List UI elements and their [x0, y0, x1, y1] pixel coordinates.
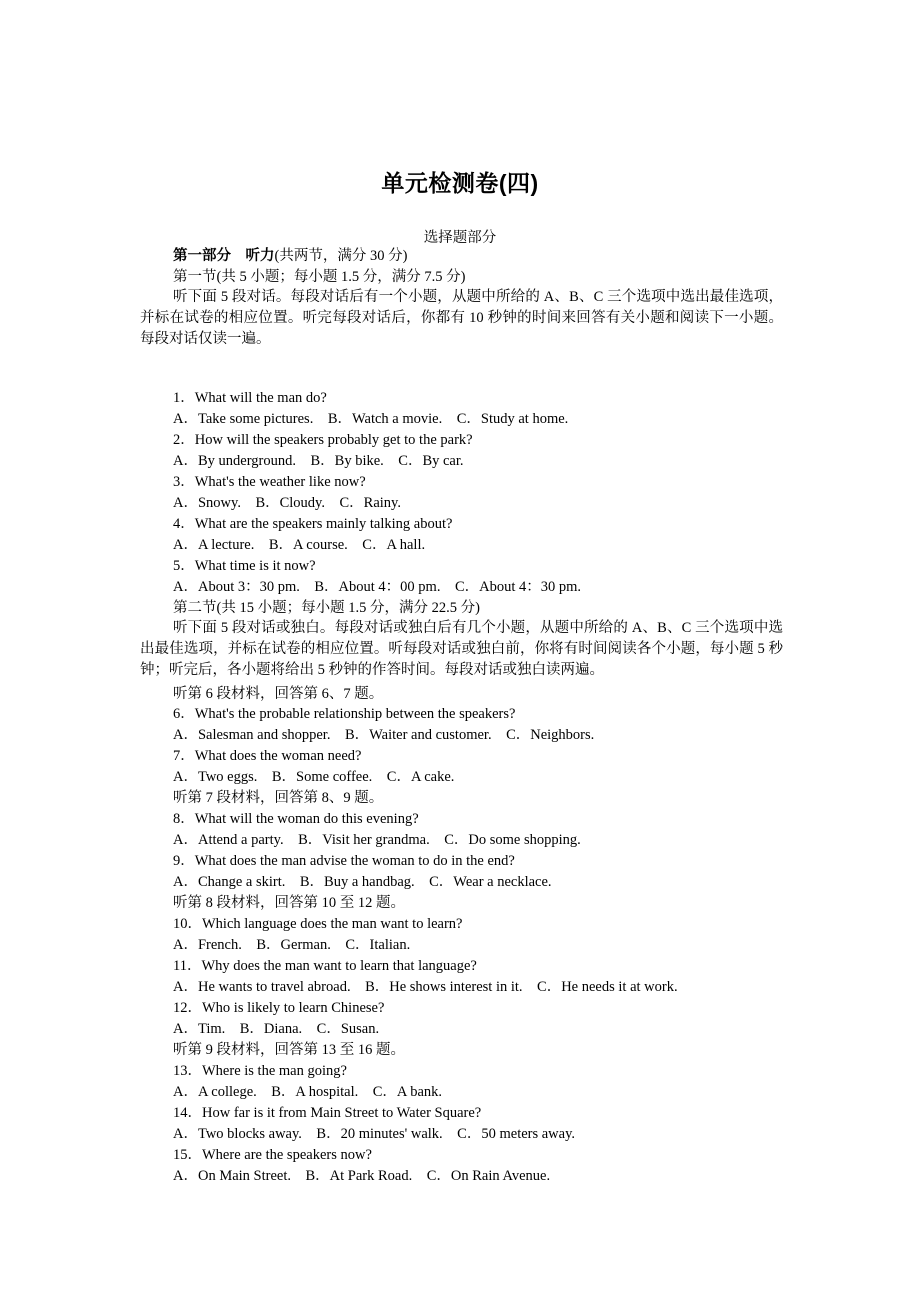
section1-instructions: 听下面 5 段对话。每段对话后有一个小题，从题中所给的 A、B、C 三个选项中选出最佳选项，并标在试卷的相应位置。听完每段对话后，你都有 10 秒钟的时间来回答有关小题和阅读下一小题。每段对话仅读一遍。: [140, 289, 783, 347]
question-text: 7．What does the woman need?: [173, 748, 362, 764]
answer-options: A．Salesman and shopper. B．Waiter and customer. C．Neighbors.: [173, 727, 595, 743]
answer-options: A．He wants to travel abroad. B．He shows interest in it. C．He needs it at work.: [173, 979, 678, 995]
answer-options: A．Attend a party. B．Visit her grandma. C．Do some shopping.: [173, 832, 581, 848]
material-instruction: 听第 6 段材料，回答第 6、7 题。: [173, 686, 384, 702]
question-text: 1．What will the man do?: [173, 390, 327, 406]
question-text: 3．What's the weather like now?: [173, 474, 366, 490]
answer-options: A．A college. B．A hospital. C．A bank.: [173, 1084, 443, 1100]
answer-options: A．A lecture. B．A course. C．A hall.: [173, 537, 426, 553]
material-instruction: 听第 8 段材料，回答第 10 至 12 题。: [173, 895, 405, 911]
question-text: 15．Where are the speakers now?: [173, 1147, 372, 1163]
question-text: 10．Which language does the man want to learn?: [173, 916, 463, 932]
part1-heading: [173, 247, 407, 265]
answer-options: A．French. B．German. C．Italian.: [173, 937, 411, 953]
question-text: 6．What's the probable relationship between the speakers?: [173, 706, 516, 722]
answer-options: A．Tim. B．Diana. C．Susan.: [173, 1021, 380, 1037]
answer-options: A．Take some pictures. B．Watch a movie. C．Study at home.: [173, 411, 569, 427]
answer-options: A．About 3：30 pm. B．About 4：00 pm. C．About 4：30 pm.: [173, 579, 582, 595]
section2-heading: 第二节(共 15 小题；每小题 1.5 分，满分 22.5 分): [173, 600, 480, 616]
section2-instructions: 听下面 5 段对话或独白。每段对话或独白后有几个小题，从题中所给的 A、B、C 三个选项中选出最佳选项，并标在试卷的相应位置。听每段对话或独白前，你将有时间阅读各个小题，每小题 5 秒钟；听完后，各小题将给出 5 秒钟的作答时间。每段对话或独白读两遍。: [140, 620, 783, 678]
question-text: 11．Why does the man want to learn that language?: [173, 958, 477, 974]
question-text: 8．What will the woman do this evening?: [173, 811, 419, 827]
question-text: 12．Who is likely to learn Chinese?: [173, 1000, 385, 1016]
answer-options: A．On Main Street. B．At Park Road. C．On Rain Avenue.: [173, 1168, 551, 1184]
section-subtitle: 选择题部分: [423, 230, 497, 246]
answer-options: A．Snowy. B．Cloudy. C．Rainy.: [173, 495, 401, 511]
material-instruction: 听第 7 段材料，回答第 8、9 题。: [173, 790, 384, 806]
question-text: 2．How will the speakers probably get to the park?: [173, 432, 473, 448]
part1-heading-bold: 第一部分 听力: [173, 248, 275, 264]
section1-heading: 第一节(共 5 小题；每小题 1.5 分，满分 7.5 分): [173, 269, 466, 285]
answer-options: A．Two blocks away. B．20 minutes' walk. C．50 meters away.: [173, 1126, 576, 1142]
part1-heading-rest: (共两节，满分 30 分): [274, 248, 408, 264]
question-text: 14．How far is it from Main Street to Water Square?: [173, 1105, 482, 1121]
answer-options: A．Change a skirt. B．Buy a handbag. C．Wear a necklace.: [173, 874, 552, 890]
question-text: 5．What time is it now?: [173, 558, 316, 574]
answer-options: A．By underground. B．By bike. C．By car.: [173, 453, 464, 469]
document-title: 单元检测卷(四): [381, 170, 539, 196]
material-instruction: 听第 9 段材料，回答第 13 至 16 题。: [173, 1042, 405, 1058]
answer-options: A．Two eggs. B．Some coffee. C．A cake.: [173, 769, 455, 785]
question-text: 4．What are the speakers mainly talking about?: [173, 516, 453, 532]
question-text: 13．Where is the man going?: [173, 1063, 347, 1079]
question-text: 9．What does the man advise the woman to do in the end?: [173, 853, 515, 869]
